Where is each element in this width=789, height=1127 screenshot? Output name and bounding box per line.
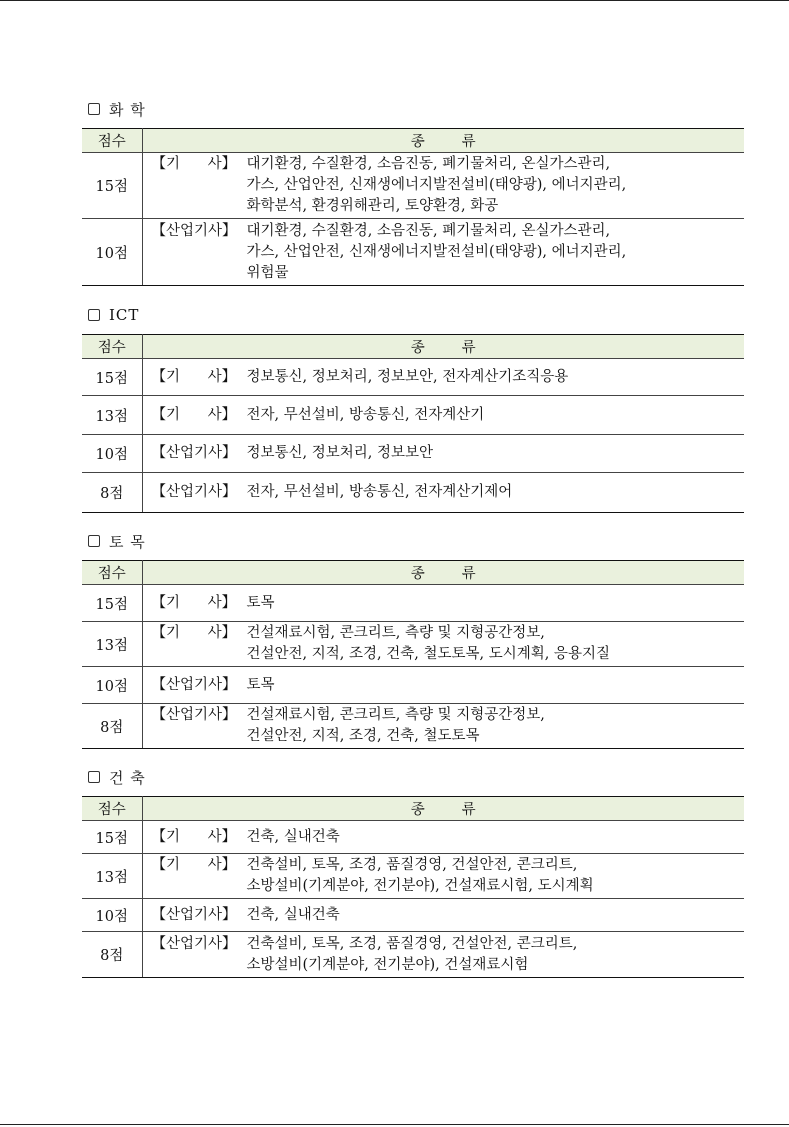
grade-label: 【기 사】	[151, 156, 237, 172]
certificate-list	[247, 593, 745, 614]
certificate-list	[247, 221, 745, 284]
header-score: 점수	[82, 797, 142, 821]
score-table	[82, 796, 744, 978]
score-table	[82, 128, 744, 286]
certificate-list	[247, 827, 745, 848]
row-score: 8점	[82, 932, 142, 978]
section-heading	[88, 98, 744, 120]
certificate-list	[247, 705, 745, 747]
certificate-line: 화학분석, 환경위해관리, 토양환경, 화공	[246, 198, 499, 214]
certificate-line: 대기환경, 수질환경, 소음진동, 폐기물처리, 온실가스관리,	[246, 222, 611, 239]
row-score: 10점	[82, 435, 142, 473]
row-score: 8점	[82, 473, 142, 513]
certificate-line: 소방설비(기계분야, 전기분야), 건설재료시험, 도시계획	[246, 878, 594, 894]
certificate-line: 건축설비, 토목, 조경, 품질경영, 건설안전, 콘크리트,	[246, 857, 578, 873]
table-row	[82, 899, 744, 932]
row-content	[142, 153, 744, 219]
row-score: 10점	[82, 219, 142, 286]
header-kind	[142, 335, 744, 359]
certificate-list	[247, 154, 745, 217]
section-title: 건 축	[109, 768, 146, 787]
grade-label: 【기 사】	[151, 406, 237, 423]
section-civil	[82, 530, 744, 749]
row-content	[142, 821, 744, 854]
table-row	[82, 396, 744, 435]
header-kind	[142, 561, 744, 585]
table-header-row	[82, 129, 744, 153]
checkbox-icon	[88, 309, 100, 321]
header-kind-label: 종 류	[410, 566, 476, 582]
row-score: 15점	[82, 359, 142, 396]
section-heading	[88, 766, 744, 788]
certificate-line: 건설안전, 지적, 조경, 건축, 철도토목	[246, 728, 480, 744]
certificate-list	[247, 443, 745, 464]
grade-label: 【산업기사】	[151, 676, 237, 693]
certificate-line: 정보통신, 정보처리, 정보보안, 전자계산기조직응용	[246, 368, 569, 385]
certificate-line: 대기환경, 수질환경, 소음진동, 폐기물처리, 온실가스관리,	[246, 156, 611, 172]
header-score: 점수	[82, 561, 142, 585]
page-bottom-rule	[0, 1124, 789, 1125]
grade-label: 【기 사】	[151, 594, 237, 611]
certificate-list	[247, 367, 745, 388]
section-chemistry	[82, 98, 744, 286]
grade-label: 【산업기사】	[151, 935, 237, 952]
header-score: 점수	[82, 129, 142, 153]
checkbox-icon	[88, 535, 100, 547]
table-header-row	[82, 561, 744, 585]
page-top-rule	[0, 0, 789, 1]
certificate-line: 토목	[246, 676, 275, 693]
row-content	[142, 435, 744, 473]
certificate-list	[247, 482, 745, 503]
section-heading	[88, 530, 744, 552]
section-title: ICT	[109, 306, 140, 324]
grade-label: 【기 사】	[151, 857, 237, 873]
certificate-line: 소방설비(기계분야, 전기분야), 건설재료시험	[246, 956, 529, 973]
header-score: 점수	[82, 335, 142, 359]
grade-label: 【기 사】	[151, 828, 237, 845]
table-row	[82, 435, 744, 473]
row-content	[142, 585, 744, 622]
table-row	[82, 219, 744, 286]
header-kind-label: 종 류	[410, 802, 476, 818]
table-row	[82, 622, 744, 667]
row-score: 13점	[82, 622, 142, 667]
table-row	[82, 473, 744, 513]
certificate-line: 가스, 산업안전, 신재생에너지발전설비(태양광), 에너지관리,	[246, 177, 627, 193]
certificate-line: 가스, 산업안전, 신재생에너지발전설비(태양광), 에너지관리,	[246, 243, 627, 260]
table-row	[82, 821, 744, 854]
row-content	[142, 932, 744, 978]
table-row	[82, 667, 744, 704]
row-score: 15점	[82, 821, 142, 854]
grade-label: 【산업기사】	[151, 707, 237, 723]
table-row	[82, 704, 744, 749]
section-ict	[82, 304, 744, 513]
row-content	[142, 396, 744, 435]
table-row	[82, 932, 744, 978]
section-heading	[88, 304, 744, 326]
row-score: 10점	[82, 667, 142, 704]
certificate-line: 전자, 무선설비, 방송통신, 전자계산기	[246, 406, 485, 423]
table-header-row	[82, 797, 744, 821]
row-content	[142, 854, 744, 899]
row-score: 15점	[82, 153, 142, 219]
grade-label: 【기 사】	[151, 625, 237, 641]
header-kind-label: 종 류	[410, 340, 476, 356]
score-table	[82, 560, 744, 749]
certificate-list	[247, 905, 745, 926]
header-kind-label: 종 류	[410, 134, 476, 150]
certificate-line: 건축설비, 토목, 조경, 품질경영, 건설안전, 콘크리트,	[246, 935, 578, 952]
certificate-line: 건설재료시험, 콘크리트, 측량 및 지형공간정보,	[246, 625, 545, 641]
certificate-list	[247, 623, 745, 665]
row-content	[142, 899, 744, 932]
table-row	[82, 854, 744, 899]
certificate-line: 전자, 무선설비, 방송통신, 전자계산기제어	[246, 484, 513, 500]
document-body	[82, 98, 744, 978]
score-table	[82, 334, 744, 513]
certificate-line: 건설안전, 지적, 조경, 건축, 철도토목, 도시계획, 응용지질	[246, 646, 610, 662]
row-content	[142, 473, 744, 513]
row-score: 8점	[82, 704, 142, 749]
certificate-line: 위험물	[246, 264, 289, 281]
grade-label: 【기 사】	[151, 368, 237, 385]
certificate-line: 정보통신, 정보처리, 정보보안	[246, 445, 434, 461]
grade-label: 【산업기사】	[151, 222, 237, 239]
header-kind	[142, 797, 744, 821]
checkbox-icon	[88, 103, 100, 115]
certificate-line: 토목	[246, 594, 275, 611]
section-title: 토 목	[109, 532, 146, 551]
table-row	[82, 153, 744, 219]
row-content	[142, 219, 744, 286]
certificate-list	[247, 855, 745, 897]
row-content	[142, 622, 744, 667]
grade-label: 【산업기사】	[151, 906, 237, 923]
section-title: 화 학	[109, 100, 146, 119]
grade-label: 【산업기사】	[151, 445, 237, 461]
row-score: 15점	[82, 585, 142, 622]
row-score: 10점	[82, 899, 142, 932]
table-row	[82, 359, 744, 396]
row-content	[142, 667, 744, 704]
section-architecture	[82, 766, 744, 978]
table-row	[82, 585, 744, 622]
row-score: 13점	[82, 854, 142, 899]
certificate-line: 건설재료시험, 콘크리트, 측량 및 지형공간정보,	[246, 707, 545, 723]
table-header-row	[82, 335, 744, 359]
certificate-line: 건축, 실내건축	[246, 828, 340, 845]
row-score: 13점	[82, 396, 142, 435]
row-content	[142, 359, 744, 396]
grade-label: 【산업기사】	[151, 484, 237, 500]
row-content	[142, 704, 744, 749]
certificate-list	[247, 675, 745, 696]
header-kind	[142, 129, 744, 153]
certificate-list	[247, 934, 745, 976]
certificate-line: 건축, 실내건축	[246, 906, 340, 923]
certificate-list	[247, 405, 745, 426]
checkbox-icon	[88, 771, 100, 783]
